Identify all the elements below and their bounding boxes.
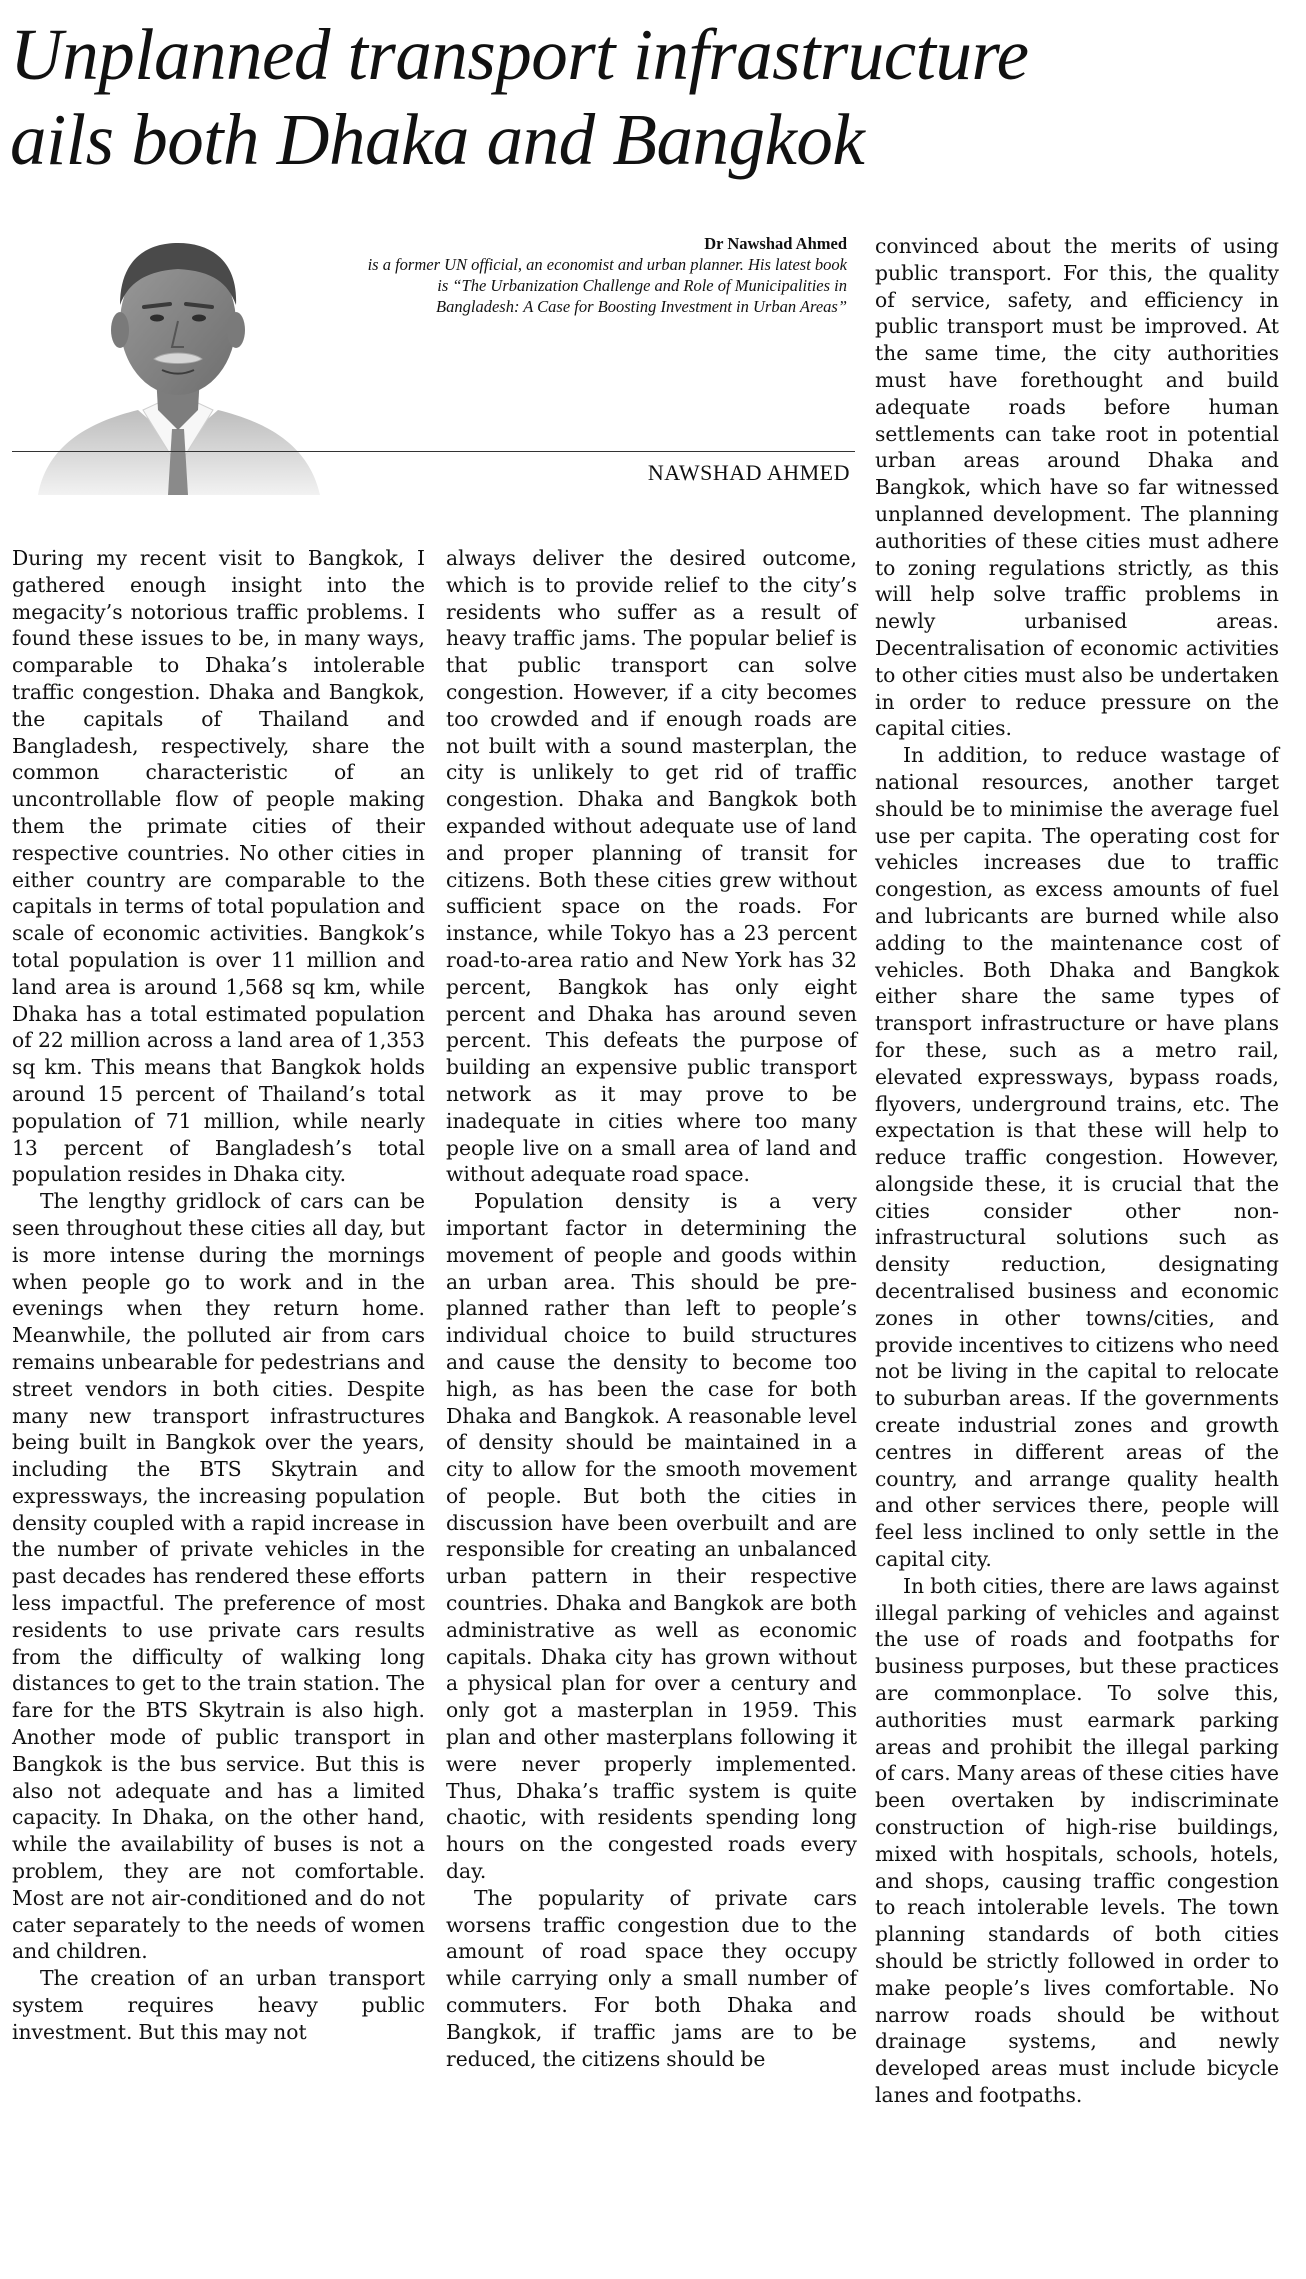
paragraph: The lengthy gridlock of cars can be seen throughout these cities all day, but is more intense during the mornings when people go to work and in the evenings when they return home. Meanwhile, the polluted air from cars remains unbearable for pedestrians and street vendors in both cities. Despite many new transport infrastructures being built in Bangkok over the years, including the BTS Skytrain and expressways, the increasing population density coupled with a rapid increase in the number of private vehicles in the past decades has rendered these efforts less impactful. The preference of most residents to use private cars results from the difficulty of walking long distances to get to the train station. The fare for the BTS Skytrain is also high. Another mode of public transport in Bangkok is the bus service. But this is also not adequate and has a limited capacity. In Dhaka, on the other hand, while the availability of buses is not a problem, they are not comfortable. Most are not air-conditioned and do not cater separately to the needs of women and children.	[12, 1189, 425, 1964]
headline-line-1: Unplanned transport infrastructure	[10, 14, 1029, 95]
headline-line-2: ails both Dhaka and Bangkok	[10, 99, 865, 180]
paragraph: The popularity of private cars worsens traffic congestion due to the amount of road space they occupy while carrying only a small number of commuters. For both Dhaka and Bangkok, if traffic jams are to be reduced, the citizens should be	[446, 1885, 857, 2071]
article-column-2	[446, 545, 857, 2072]
author-name: Dr Nawshad Ahmed	[704, 234, 847, 253]
paragraph: Population density is a very important factor in determining the movement of people and goods within an urban area. This should be pre-planned rather than left to people’s individual choice to build structures and cause the density to become too high, as has been the case for both Dhaka and Bangkok. A reasonable level of density should be maintained in a city to allow for the smooth movement of people. But both the cities in discussion have been overbuilt and are responsible for creating an unbalanced urban pattern in their respective countries. Dhaka and Bangkok are both administrative as well as economic capitals. Dhaka city has grown without a physical plan for over a century and only got a masterplan in 1959. This plan and other masterplans following it were never properly implemented. Thus, Dhaka’s traffic system is quite chaotic, with residents spending long hours on the congested roads every day.	[446, 1189, 857, 1884]
author-bio-text: is a former UN official, an economist and urban planner. His latest book is “The Urbanization Challenge and Role of Municipalities in Bangladesh: A Case for Boosting Investment in Urban Areas”	[367, 255, 847, 316]
headline	[10, 12, 1300, 182]
paragraph: In both cities, there are laws against illegal parking of vehicles and against the use of roads and footpaths for business purposes, but these practices are commonplace. To solve this, authorities must earmark parking areas and prohibit the illegal parking of cars. Many areas of these cities have been overtaken by indiscriminate construction of high-rise buildings, mixed with hospitals, schools, hotels, and shops, causing traffic congestion to reach intolerable levels. The town planning standards of both cities should be strictly followed in order to make people’s lives comfortable. No narrow roads should be without drainage systems, and newly developed areas must include bicycle lanes and footpaths.	[875, 1573, 1279, 2107]
paragraph: convinced about the merits of using public transport. For this, the quality of service, safety, and efficiency in public transport must be improved. At the same time, the city authorities must have forethought and build adequate roads before human settlements can take root in potential urban areas around Dhaka and Bangkok, which have so far witnessed unplanned development. The planning authorities of these cities must adhere to zoning regulations strictly, as this will help solve traffic problems in newly urbanised areas. Decentralisation of economic activities to other cities must also be undertaken in order to reduce pressure on the capital cities.	[875, 234, 1279, 741]
paragraph: In addition, to reduce wastage of national resources, another target should be to minimise the average fuel use per capita. The operating cost for vehicles increases due to traffic congestion, as excess amounts of fuel and lubricants are burned while also adding to the maintenance cost of vehicles. Both Dhaka and Bangkok either share the same types of transport infrastructure or have plans for these, such as a metro rail, elevated expressways, bypass roads, flyovers, underground trains, etc. The expectation is that these will help to reduce traffic congestion. However, alongside these, it is crucial that the cities consider other non-infrastructural solutions such as density reduction, designating decentralised business and economic zones in other towns/cities, and provide incentives to citizens who need not be living in the capital to relocate to suburban areas. If the governments create industrial zones and growth centres in different areas of the country, and arrange quality health and other services there, people will feel less inclined to only settle in the capital city.	[875, 743, 1279, 1572]
byline: NAWSHAD AHMED	[647, 460, 850, 485]
paragraph: The creation of an urban transport system requires heavy public investment. But this may not	[12, 1966, 425, 2044]
paragraph: During my recent visit to Bangkok, I gathered enough insight into the megacity’s notorious traffic problems. I found these issues to be, in many ways, comparable to Dhaka’s intolerable traffic congestion. Dhaka and Bangkok, the capitals of Thailand and Bangladesh, respectively, share the common characteristic of an uncontrollable flow of people making them the primate cities of their respective countries. No other cities in either country are comparable to the capitals in terms of total population and scale of economic activities. Bangkok’s total population is over 11 million and land area is around 1,568 sq km, while Dhaka has a total estimated population of 22 million across a land area of 1,353 sq km. This means that Bangkok holds around 15 percent of Thailand’s total population of 71 million, while nearly 13 percent of Bangladesh’s total population resides in Dhaka city.	[12, 546, 425, 1187]
paragraph: always deliver the desired outcome, which is to provide relief to the city’s residents who suffer as a result of heavy traffic jams. The popular belief is that public transport can solve congestion. However, if a city becomes too crowded and if enough roads are not built with a sound masterplan, the city is unlikely to get rid of traffic congestion. Dhaka and Bangkok both expanded without adequate use of land and proper planning of transit for citizens. Both these cities grew without sufficient space on the roads. For instance, while Tokyo has a 23 percent road-to-area ratio and New York has 32 percent, Bangkok has only eight percent and Dhaka has around seven percent. This defeats the purpose of building an expensive public transport network as it may prove to be inadequate in cities where too many people live on a small area of land and without adequate road space.	[446, 546, 857, 1187]
article-column-1	[12, 545, 425, 2046]
byline-divider	[12, 451, 855, 452]
author-bio	[360, 233, 847, 317]
article-column-3	[875, 233, 1279, 2109]
